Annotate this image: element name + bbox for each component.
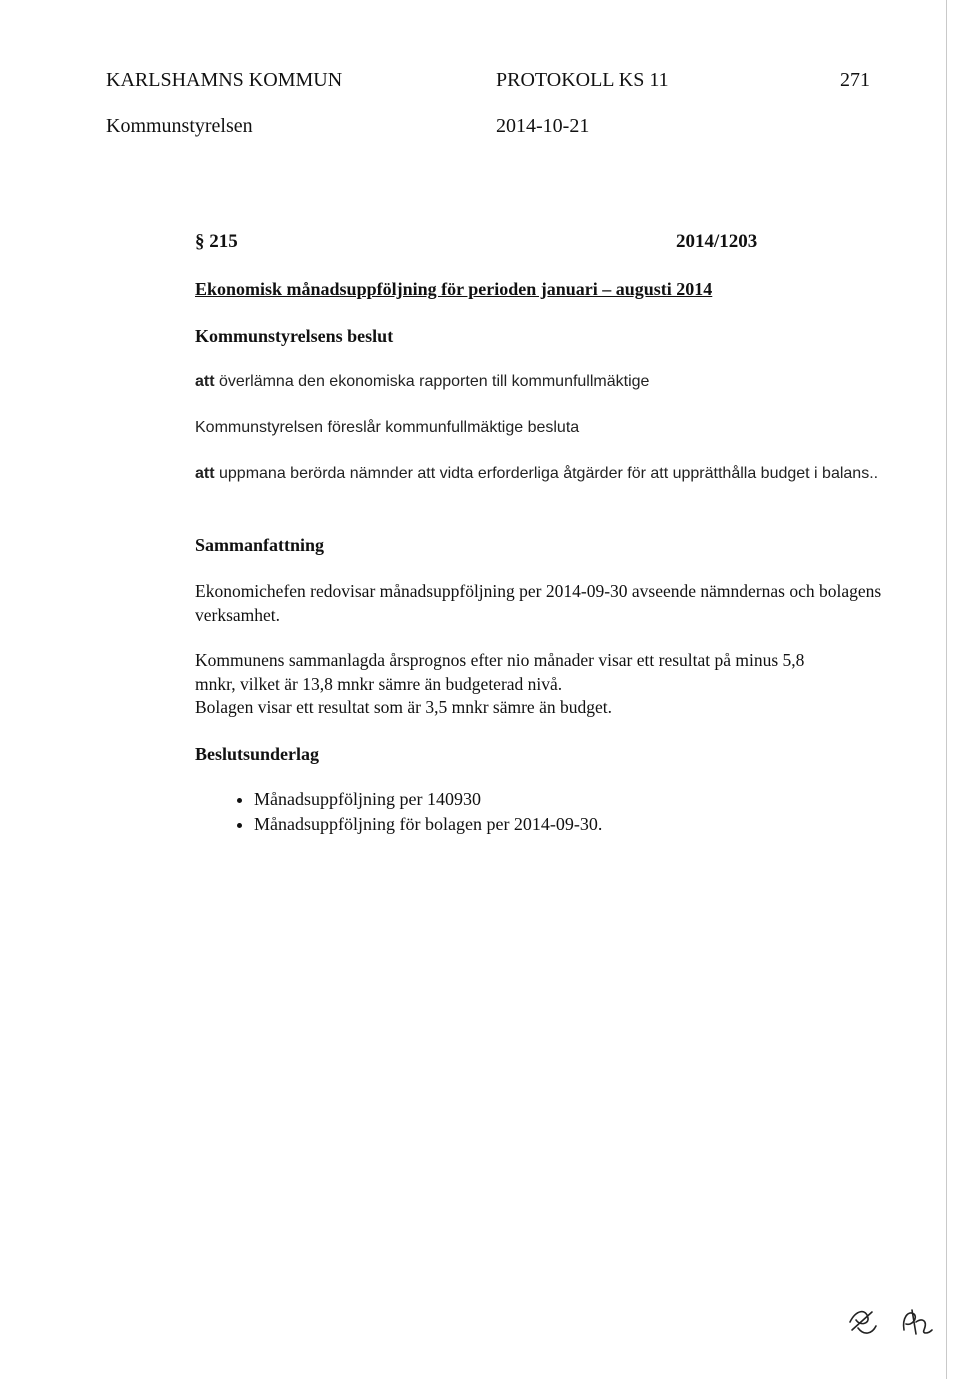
basis-list [222, 787, 602, 837]
signature-initials-image [842, 1300, 942, 1340]
decision-item-2-text: uppmana berörda nämnder att vidta erforderliga åtgärder för att upprätthålla budget i balans.. [214, 465, 879, 482]
page-edge-line [946, 0, 947, 1379]
decision-heading: Kommunstyrelsens beslut [195, 326, 394, 346]
page-number: 271 [840, 69, 870, 91]
summary-paragraph-3: Bolagen visar ett resultat som är 3,5 mnkr sämre än budget. [195, 697, 612, 717]
decision-item-1 [195, 370, 649, 393]
case-number: 2014/1203 [676, 231, 758, 252]
case-title: Ekonomisk månadsuppföljning för perioden januari – augusti 2014 [195, 279, 713, 299]
basis-item: • Månadsuppföljning per 140930 [254, 787, 602, 812]
basis-item: • Månadsuppföljning för bolagen per 2014-09-30. [254, 812, 602, 837]
meeting-date: 2014-10-21 [496, 115, 590, 137]
proposal-text: Kommunstyrelsen föreslår kommunfullmäktige besluta [195, 419, 580, 436]
basis-heading: Beslutsunderlag [195, 744, 320, 764]
decision-item-2 [195, 462, 885, 485]
att-keyword: att [195, 373, 215, 390]
summary-paragraph-1: Ekonomichefen redovisar månadsuppföljning per 2014-09-30 avseende nämndernas och bolagens verksamhet. [195, 581, 882, 625]
att-keyword: att [195, 465, 215, 482]
decision-item-1-text: överlämna den ekonomiska rapporten till kommunfullmäktige [214, 373, 650, 390]
summary-heading: Sammanfattning [195, 535, 325, 555]
municipality-name: KARLSHAMNS KOMMUN [106, 69, 343, 91]
protocol-title: PROTOKOLL KS 11 [496, 69, 669, 91]
issuing-body: Kommunstyrelsen [106, 115, 253, 137]
section-number: § 215 [195, 231, 238, 252]
summary-paragraph-2: Kommunens sammanlagda årsprognos efter nio månader visar ett resultat på minus 5,8 mnkr, vilket är 13,8 mnkr sämre än budgeterad nivå. [195, 650, 805, 694]
